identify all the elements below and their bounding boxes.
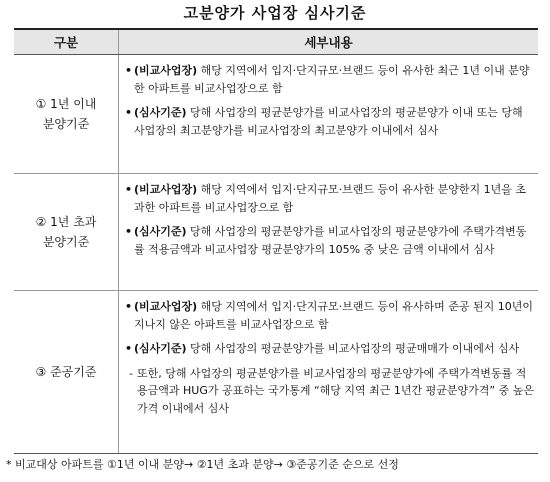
criteria-table <box>14 28 538 454</box>
item-text: 당해 사업장의 평균분양가를 비교사업장의 평균매매가 이내에서 심사 <box>186 342 520 355</box>
bullet-mark: • <box>125 300 133 313</box>
bullet-mark: • <box>125 64 133 77</box>
category-line: ① 1년 이내 <box>35 97 97 111</box>
sub-note <box>125 365 534 418</box>
sub-note-text: 또한, 당해 사업장의 평균분양가를 비교사업장의 평균분양가에 주택가격변동률 적용금액과 HUG가 공표하는 국가통계 “해당 지역 최근 1년간 평균분양가격” 중 높은 가격 이내에서 심사 <box>137 366 534 415</box>
header-category: 구분 <box>14 30 119 54</box>
detail-item <box>125 62 534 97</box>
category-line: 분양기준 <box>42 235 90 249</box>
table-row <box>14 174 538 291</box>
bullet-mark: • <box>125 106 133 119</box>
item-tag: (심사기준) <box>134 342 187 355</box>
detail-item <box>125 340 534 358</box>
document-title: 고분양가 사업장 심사기준 <box>183 4 367 22</box>
bullet-mark: • <box>125 225 133 238</box>
item-tag: (비교사업장) <box>134 183 198 196</box>
detail-item <box>125 104 534 139</box>
category-line: ③ 준공기준 <box>35 365 97 379</box>
category-line: ② 1년 초과 <box>35 215 97 229</box>
item-text: 해당 지역에서 입지·단지규모·브랜드 등이 유사한 최근 1년 이내 분양한 아파트를 비교사업장으로 함 <box>134 64 530 95</box>
bullet-mark: • <box>125 342 133 355</box>
footnote: * 비교대상 아파트를 ①1년 이내 분양→ ②1년 초과 분양→ ③준공기준 순으로 선정 <box>6 458 399 471</box>
table-row <box>14 291 538 453</box>
header-detail: 세부내용 <box>304 35 353 50</box>
row-category <box>14 291 119 453</box>
item-text: 해당 지역에서 입지·단지규모·브랜드 등이 유사하며 준공 된지 10년이 지나지 않은 아파트를 비교사업장으로 함 <box>134 300 534 331</box>
item-text: 해당 지역에서 입지·단지규모·브랜드 등이 유사한 분양한지 1년을 초과한 아파트를 비교사업장으로 함 <box>134 183 527 214</box>
item-text: 당해 사업장의 평균분양가를 비교사업장의 평균분양가 이내 또는 당해 사업장의 최고분양가를 비교사업장의 최고분양가 이내에서 심사 <box>134 106 523 137</box>
row-category <box>14 174 119 290</box>
dash-mark: - <box>129 366 133 380</box>
item-text: 당해 사업장의 평균분양가를 비교사업장의 평균분양가에 주택가격변동률 적용금액과 비교사업장 평균분양가의 105% 중 낮은 금액 이내에서 심사 <box>134 225 527 256</box>
table-row <box>14 55 538 174</box>
item-tag: (비교사업장) <box>134 64 198 77</box>
detail-item <box>125 181 534 216</box>
item-tag: (심사기준) <box>134 106 187 119</box>
bullet-mark: • <box>125 183 133 196</box>
category-line: 분양기준 <box>42 117 90 131</box>
table-header-row <box>14 30 538 55</box>
detail-item <box>125 298 534 333</box>
row-detail <box>119 174 538 290</box>
row-detail <box>119 55 538 173</box>
row-detail <box>119 291 538 453</box>
row-category <box>14 55 119 173</box>
item-tag: (심사기준) <box>134 225 187 238</box>
detail-item <box>125 223 534 258</box>
item-tag: (비교사업장) <box>134 300 198 313</box>
